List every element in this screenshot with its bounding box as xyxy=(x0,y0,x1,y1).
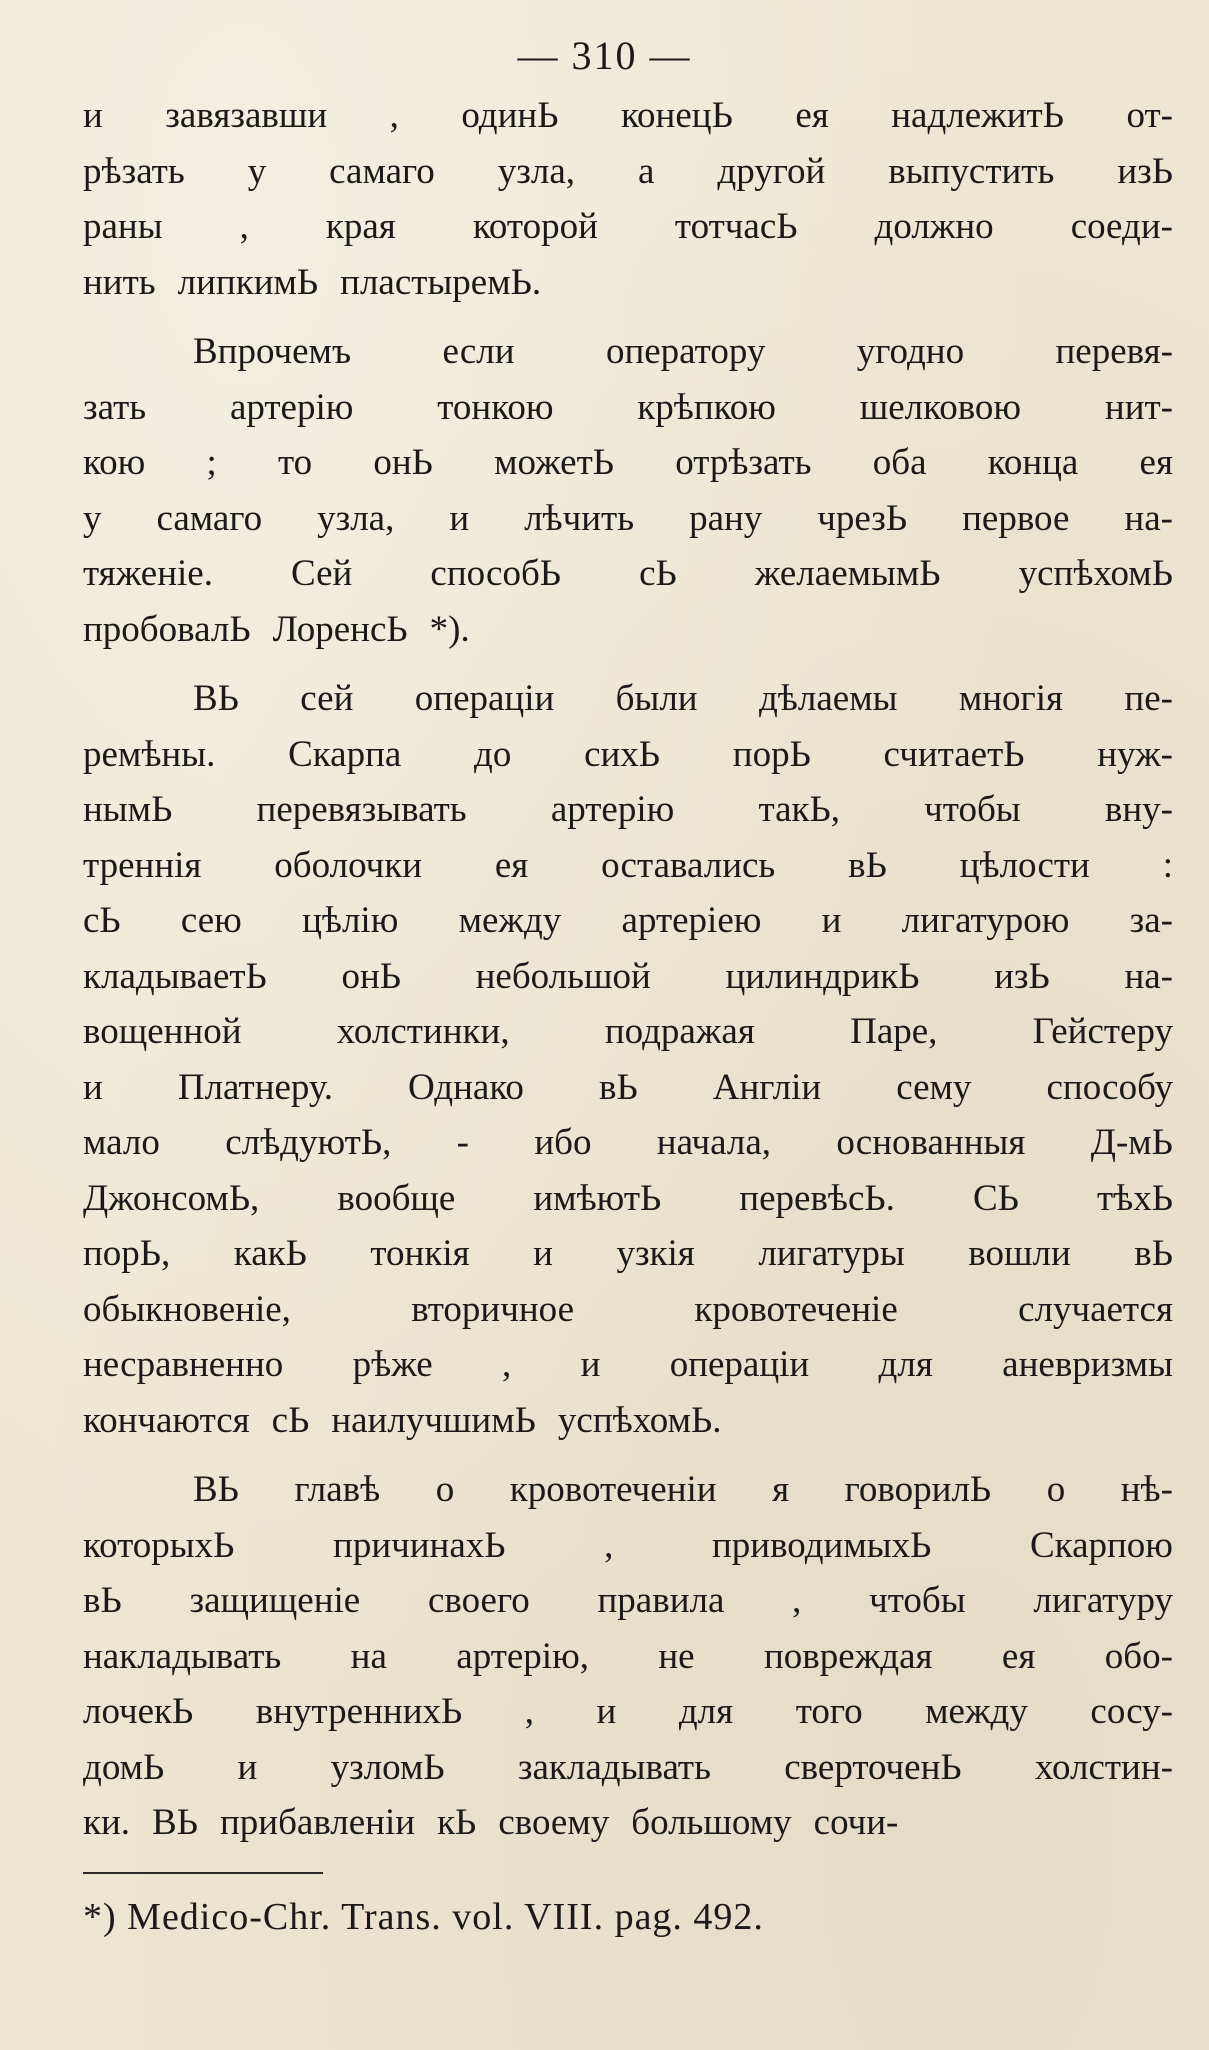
text-line xyxy=(83,1684,1173,1740)
word: главѣ xyxy=(294,1469,381,1510)
word: сочи- xyxy=(813,1802,899,1843)
word: вощенной xyxy=(83,1011,242,1052)
word: о xyxy=(1046,1469,1066,1510)
word: порЬ, xyxy=(83,1233,171,1274)
word: ея xyxy=(1001,1635,1036,1677)
word: которой xyxy=(472,206,598,247)
paragraph-gap xyxy=(83,1448,1173,1462)
word: говорилЬ xyxy=(844,1469,992,1510)
word: небольшой xyxy=(475,955,651,997)
text-line xyxy=(83,324,1173,380)
word: другой xyxy=(717,150,826,192)
text-line xyxy=(83,1337,1173,1393)
word: шелковою xyxy=(859,386,1022,428)
word: Англіи xyxy=(712,1066,822,1108)
text-line xyxy=(83,1004,1173,1060)
word: ВЬ xyxy=(152,1802,198,1843)
word: аневризмы xyxy=(1002,1344,1173,1385)
word: узла, xyxy=(497,150,576,192)
word: - xyxy=(456,1122,469,1163)
word: чрезЬ xyxy=(817,497,908,539)
word: между xyxy=(458,900,562,941)
word: лигатуры xyxy=(758,1233,905,1274)
word: сЬ xyxy=(271,1399,310,1441)
word: кладываетЬ xyxy=(83,955,267,997)
text-line xyxy=(83,949,1173,1005)
word: накладывать xyxy=(83,1635,282,1677)
word: и xyxy=(821,900,842,941)
word: многія xyxy=(958,678,1064,719)
word: одинЬ xyxy=(461,95,559,136)
word: должно xyxy=(874,206,994,247)
word: перевѣсЬ. xyxy=(739,1177,895,1219)
word: конца xyxy=(987,442,1079,483)
word: Д-мЬ xyxy=(1090,1122,1173,1163)
word: дѣлаемы xyxy=(758,678,898,719)
word: оставались xyxy=(601,844,776,886)
word: Платнеру. xyxy=(177,1066,333,1108)
word: оболочки xyxy=(274,844,423,886)
word: оба xyxy=(872,442,927,483)
word: ; xyxy=(206,442,217,483)
word: порЬ xyxy=(732,733,811,775)
paragraph xyxy=(83,1462,1173,1851)
word: тяженіе. xyxy=(83,553,213,594)
word: закладывать xyxy=(517,1746,711,1788)
word: и xyxy=(83,95,103,136)
word: защищеніе xyxy=(189,1580,361,1621)
word: случается xyxy=(1018,1288,1173,1330)
word: Впрочемъ xyxy=(193,331,352,372)
word: если xyxy=(442,331,515,372)
word: ки. xyxy=(83,1802,131,1843)
word: зать xyxy=(83,386,147,428)
word: , xyxy=(502,1344,512,1385)
word: у xyxy=(247,150,267,192)
word: цѣлости xyxy=(959,844,1090,886)
word: завязавши xyxy=(165,95,328,136)
word: начала, xyxy=(656,1122,772,1163)
word: кою xyxy=(83,442,146,483)
word: можетЬ xyxy=(494,442,614,483)
word: вЬ xyxy=(83,1580,122,1621)
word: операціи xyxy=(414,678,555,719)
word: мало xyxy=(83,1122,160,1163)
word: рѣже xyxy=(352,1344,433,1385)
word: вЬ xyxy=(599,1066,638,1108)
word: считаетЬ xyxy=(883,733,1025,775)
body-text xyxy=(83,88,1173,1851)
word: конецЬ xyxy=(620,95,733,136)
word: , xyxy=(792,1580,802,1621)
word: нымЬ xyxy=(83,789,173,830)
text-line xyxy=(83,1462,1173,1518)
word: Сей xyxy=(291,553,353,594)
word: того xyxy=(795,1691,863,1732)
word: соеди- xyxy=(1070,206,1173,247)
word: о xyxy=(435,1469,455,1510)
word: холстин- xyxy=(1034,1746,1173,1788)
word: артерію xyxy=(550,789,675,830)
word: онЬ xyxy=(341,955,401,997)
word: надлежитЬ xyxy=(891,95,1064,136)
word: наилучшимЬ xyxy=(331,1399,536,1441)
word: прибавленіи xyxy=(219,1802,416,1843)
word: , xyxy=(389,95,399,136)
word: а xyxy=(638,150,655,192)
word: СЬ xyxy=(972,1177,1019,1219)
word: лигатурою xyxy=(901,900,1070,941)
word: ремѣны. xyxy=(83,733,216,775)
word: ДжонсомЬ, xyxy=(83,1177,260,1219)
word: домЬ xyxy=(83,1746,165,1788)
word: успѣхомЬ. xyxy=(557,1399,722,1441)
word: Скарпою xyxy=(1029,1524,1173,1566)
word: самаго xyxy=(329,150,435,192)
word: обыкновеніе, xyxy=(83,1288,291,1330)
text-line xyxy=(83,435,1173,491)
word: приводимыхЬ xyxy=(711,1524,932,1566)
word: то xyxy=(277,442,313,483)
word: кончаются xyxy=(83,1399,250,1441)
text-line xyxy=(83,1060,1173,1116)
paragraph xyxy=(83,88,1173,310)
word: тотчасЬ xyxy=(674,206,798,247)
word: причинахЬ xyxy=(333,1524,506,1566)
word: способЬ xyxy=(430,553,562,594)
text-line xyxy=(83,546,1173,602)
word: холстинки, xyxy=(336,1011,510,1052)
word: перевя- xyxy=(1055,331,1173,372)
word: липкимЬ xyxy=(177,261,319,303)
word: от- xyxy=(1126,95,1173,136)
word: , xyxy=(239,206,249,247)
word: рану xyxy=(689,497,763,539)
word: онЬ xyxy=(373,442,433,483)
word: тѣхЬ xyxy=(1096,1177,1173,1219)
word: для xyxy=(678,1691,734,1732)
word: *). xyxy=(429,608,470,650)
paragraph-gap xyxy=(83,310,1173,324)
word: своему xyxy=(498,1802,610,1843)
word: такЬ, xyxy=(758,789,840,830)
word: и xyxy=(596,1691,617,1732)
footnote-divider xyxy=(83,1872,323,1874)
word: я xyxy=(772,1469,790,1510)
word: Скарпа xyxy=(288,733,402,775)
word: Гейстеру xyxy=(1032,1011,1173,1052)
text-line xyxy=(83,491,1173,547)
text-line xyxy=(83,1393,1173,1449)
text-line xyxy=(83,1573,1173,1629)
word: выпустить xyxy=(888,150,1055,192)
word: артеріею xyxy=(621,900,762,941)
word: крѣпкою xyxy=(637,386,776,428)
footnote: *) Medico-Chr. Trans. vol. VIII. pag. 492. xyxy=(83,1896,764,1938)
text-line xyxy=(83,1518,1173,1574)
word: , xyxy=(524,1691,535,1732)
word: нить xyxy=(83,261,156,303)
word: повреждая xyxy=(764,1635,933,1677)
word: края xyxy=(325,206,396,247)
word: пластыремЬ. xyxy=(340,261,542,303)
word: цилиндрикЬ xyxy=(725,955,920,997)
word: кровотеченіе xyxy=(694,1288,898,1330)
word: сЬ xyxy=(639,553,677,594)
word: Однако xyxy=(408,1066,524,1108)
word: вЬ xyxy=(848,844,887,886)
word: первое xyxy=(962,497,1070,539)
text-line xyxy=(83,199,1173,255)
word: обо- xyxy=(1104,1635,1173,1677)
word: сею xyxy=(180,900,242,941)
word: узломЬ xyxy=(330,1746,445,1788)
text-line xyxy=(83,1629,1173,1685)
text-line xyxy=(83,144,1173,200)
word: оператору xyxy=(605,331,766,372)
word: чтобы xyxy=(924,789,1021,830)
word: основанныя xyxy=(836,1122,1026,1163)
word: узкія xyxy=(616,1233,695,1274)
paragraph xyxy=(83,324,1173,657)
word: имѣютЬ xyxy=(533,1177,662,1219)
word: цѣлію xyxy=(302,900,399,941)
word: и xyxy=(533,1233,553,1274)
word: и xyxy=(237,1746,258,1788)
word: сей xyxy=(300,678,354,719)
word: и xyxy=(83,1066,103,1108)
word: между xyxy=(925,1691,1028,1732)
word: ЛоренсЬ xyxy=(272,608,408,650)
word: для xyxy=(878,1344,933,1385)
text-line xyxy=(83,1795,1173,1851)
word: сверточенЬ xyxy=(784,1746,962,1788)
word: кровотеченіи xyxy=(509,1469,717,1510)
word: вЬ xyxy=(1134,1233,1173,1274)
word: которыхЬ xyxy=(83,1524,235,1566)
page-number: — 310 — xyxy=(517,33,692,78)
word: рѣзать xyxy=(83,150,185,192)
word: вну- xyxy=(1104,789,1173,830)
word: угодно xyxy=(856,331,965,372)
word: вторичное xyxy=(411,1288,575,1330)
word: желаемымЬ xyxy=(754,553,941,594)
word: сЬ xyxy=(83,900,121,941)
word: ВЬ xyxy=(193,678,239,719)
word: успѣхомЬ xyxy=(1018,553,1173,594)
word: перевязывать xyxy=(256,789,467,830)
word: отрѣзать xyxy=(675,442,812,483)
word: и xyxy=(580,1344,601,1385)
text-line xyxy=(83,727,1173,783)
word: нит- xyxy=(1104,386,1173,428)
text-line xyxy=(83,1115,1173,1171)
text-line xyxy=(83,1282,1173,1338)
word: изЬ xyxy=(1117,150,1173,192)
text-line xyxy=(83,893,1173,949)
word: сосу- xyxy=(1090,1691,1173,1732)
word: правила xyxy=(597,1580,725,1621)
text-line xyxy=(83,88,1173,144)
text-line xyxy=(83,782,1173,838)
word: тонкія xyxy=(370,1233,470,1274)
word: кЬ xyxy=(437,1802,477,1843)
word: ея xyxy=(494,844,529,886)
word: сихЬ xyxy=(584,733,661,775)
word: артерію, xyxy=(456,1635,589,1677)
text-line xyxy=(83,838,1173,894)
word: были xyxy=(615,678,698,719)
word: изЬ xyxy=(994,955,1050,997)
word: на- xyxy=(1124,955,1173,997)
word: нѣ- xyxy=(1120,1469,1173,1510)
word: чтобы xyxy=(869,1580,966,1621)
word: на- xyxy=(1124,497,1173,539)
paragraph-gap xyxy=(83,657,1173,671)
word: узла, xyxy=(317,497,395,539)
text-line xyxy=(83,380,1173,436)
word: вообще xyxy=(337,1177,456,1219)
word: способу xyxy=(1046,1066,1173,1108)
word: у xyxy=(83,497,102,539)
word: ибо xyxy=(534,1122,592,1163)
word: и xyxy=(449,497,470,539)
word: лочекЬ xyxy=(83,1691,194,1732)
word: ВЬ xyxy=(193,1469,239,1510)
word: пе- xyxy=(1124,678,1173,719)
word: ея xyxy=(1139,442,1173,483)
word: какЬ xyxy=(233,1233,307,1274)
text-line xyxy=(83,1226,1173,1282)
word: на xyxy=(350,1635,387,1677)
word: артерію xyxy=(229,386,354,428)
word: тонкою xyxy=(437,386,554,428)
word: своего xyxy=(427,1580,530,1621)
word: до xyxy=(474,733,512,775)
word: за- xyxy=(1129,900,1173,941)
word: подражая xyxy=(604,1011,755,1052)
word: операціи xyxy=(669,1344,810,1385)
word: не xyxy=(658,1635,695,1677)
word: раны xyxy=(83,206,163,247)
word: сему xyxy=(896,1066,972,1108)
word: нуж- xyxy=(1097,733,1173,775)
word: Паре, xyxy=(850,1011,938,1052)
word: ея xyxy=(795,95,829,136)
text-line xyxy=(83,671,1173,727)
text-line xyxy=(83,1740,1173,1796)
word: : xyxy=(1162,844,1173,886)
word: лѣчить xyxy=(524,497,635,539)
word: лигатуру xyxy=(1033,1580,1173,1621)
word: пробовалЬ xyxy=(83,608,251,650)
paragraph xyxy=(83,671,1173,1448)
word: несравненно xyxy=(83,1344,284,1385)
word: слѣдуютЬ, xyxy=(225,1122,392,1163)
word: вошли xyxy=(968,1233,1071,1274)
word: , xyxy=(604,1524,614,1566)
word: треннія xyxy=(83,844,202,886)
text-line xyxy=(83,1171,1173,1227)
text-line xyxy=(83,602,1173,658)
word: внутреннихЬ xyxy=(255,1691,463,1732)
text-line xyxy=(83,255,1173,311)
word: самаго xyxy=(156,497,263,539)
word: большому xyxy=(631,1802,792,1843)
